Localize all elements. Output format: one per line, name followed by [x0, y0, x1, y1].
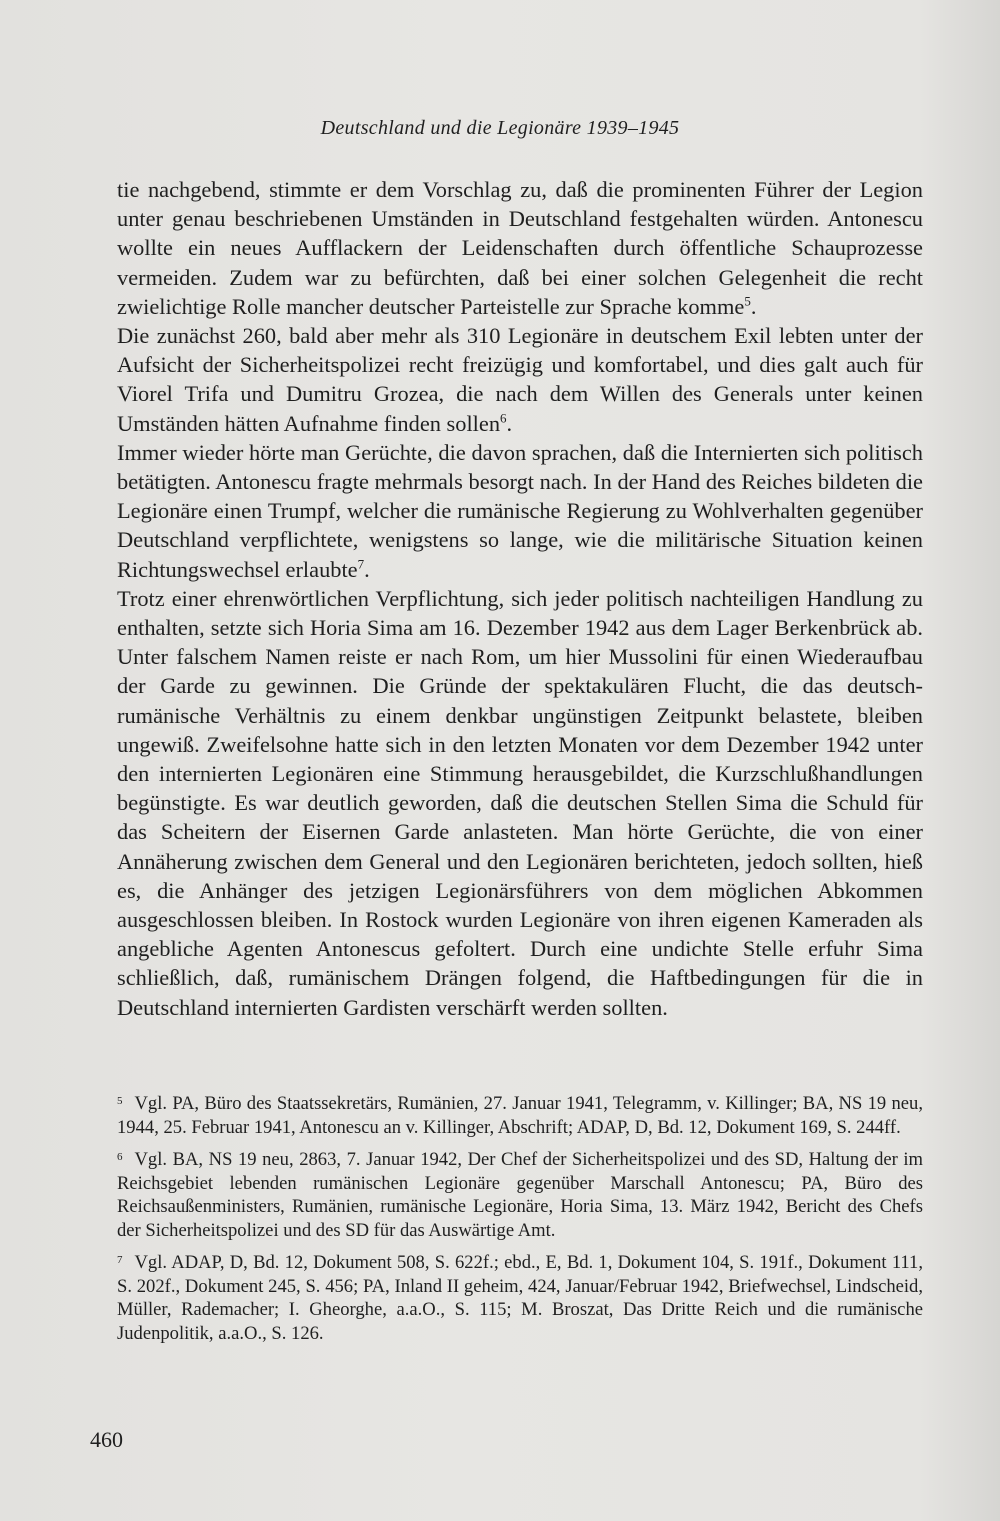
footnote-text: Vgl. BA, NS 19 neu, 2863, 7. Januar 1942, Der Chef der Sicherheitspolizei und des SD, Haltung der im Reichsgebiet lebenden rumänischen Legionäre gegenüber Marschall Antonescu; PA, Büro des Reichsaußenministers, Rumänien, rumänische Legionäre, Horia Sima, 13. März 1942, Bericht des Chefs der Sicherheitspolizei und des SD für das Auswärtige Amt.: [117, 1149, 923, 1241]
footnotes: [117, 1092, 923, 1354]
paragraph-text: Trotz einer ehrenwörtlichen Verpflichtung, sich jeder politisch nachteiligen Handlung zu enthalten, setzte sich Horia Sima am 16. Dezember 1942 aus dem Lager Berkenbrück ab. Unter falschem Namen reiste er nach Rom, um hier Mussolini für einen Wiederaufbau der Garde zu gewinnen. Die Gründe der spektakulären Flucht, die das deutsch-rumänische Verhältnis zu einem denkbar ungünstigen Zeitpunkt belastete, bleiben ungewiß. Zweifelsohne hatte sich in den letzten Monaten vor dem Dezember 1942 unter den internierten Legionären eine Stimmung herausgebildet, die Kurzschlußhandlungen begünstigte. Es war deutlich geworden, daß die deutschen Stellen Sima die Schuld für das Scheitern der Eisernen Garde anlasteten. Man hörte Gerüchte, die von einer Annäherung zwischen dem General und den Legionären berichteten, jedoch sollten, hieß es, die Anhänger des jetzigen Legionärsführers von dem möglichen Abkommen ausgeschlossen bleiben. In Rostock wurden Legionäre von ihren eigenen Kameraden als angebliche Agenten Antonescus gefoltert. Durch eine undichte Stelle erfuhr Sima schließlich, daß, rumänischem Drängen folgend, die Haftbedingungen für die in Deutschland internierten Gardisten verschärft werden sollten.: [117, 585, 923, 1020]
paragraph-tail: .: [364, 556, 370, 582]
paragraph-tail: .: [506, 410, 513, 436]
footnote-6: [117, 1148, 923, 1242]
paragraph-1: [117, 175, 923, 321]
page-number: 460: [90, 1427, 123, 1452]
footnote-text: Vgl. ADAP, D, Bd. 12, Dokument 508, S. 622f.; ebd., E, Bd. 1, Dokument 104, S. 191f., Dokument 111, S. 202f., Dokument 245, S. 456; PA, Inland II geheim, 424, Januar/Februar 1942, Briefwechsel, Lindscheid, Müller, Rademacher; I. Gheorghe, a.a.O., S. 115; M. Broszat, Das Dritte Reich und die rumänische Judenpolitik, a.a.O., S. 126.: [117, 1252, 923, 1344]
paragraph-tail: .: [750, 293, 757, 319]
footnote-reference[interactable]: 6: [500, 410, 507, 426]
footnote-text: Vgl. PA, Büro des Staatssekretärs, Rumänien, 27. Januar 1941, Telegramm, v. Killinger; BA, NS 19 neu, 1944, 25. Februar 1941, Antonescu an v. Killinger, Abschrift; ADAP, D, Bd. 12, Dokument 169, S. 244ff.: [117, 1093, 923, 1138]
footnote-reference[interactable]: 5: [744, 293, 751, 309]
paragraph-3: [117, 438, 923, 584]
footnote-reference[interactable]: 7: [357, 556, 365, 572]
body-text: [117, 175, 923, 1022]
footnote-mark: 7: [117, 1254, 123, 1266]
paragraph-4: [117, 584, 923, 1022]
paragraph-text: Die zunächst 260, bald aber mehr als 310 Legionäre in deutschem Exil lebten unter der Aufsicht der Sicherheitspolizei recht freizügig und komfortabel, und dies galt auch für Viorel Trifa und Dumitru Grozea, die nach dem Willen des Generals unter keinen Umständen hätten Aufnahme finden sollen: [117, 323, 923, 436]
paragraph-text: Immer wieder hörte man Gerüchte, die davon sprachen, daß die Internierten sich politisch betätigten. Antonescu fragte mehrmals besorgt nach. In der Hand des Reiches bildeten die Legionäre einen Trumpf, welcher die rumänische Regierung zu Wohlverhalten gegenüber Deutschland verpflichtete, wenigstens so lange, wie die militärische Situation keinen Richtungswechsel erlaubte: [117, 439, 923, 582]
footnote-mark: 5: [117, 1095, 123, 1107]
footnote-7: [117, 1251, 923, 1345]
paragraph-2: [117, 321, 923, 438]
paragraph-text: tie nachgebend, stimmte er dem Vorschlag zu, daß die prominenten Führer der Legion unter genau beschriebenen Umständen in Deutschland festgehalten würden. Antonescu wollte ein neues Aufflackern der Leidenschaften durch öffentliche Schauprozesse vermeiden. Zudem war zu befürchten, daß bei einer solchen Gelegenheit die recht zwielichtige Rolle mancher deutscher Parteistelle zur Sprache komme: [117, 177, 923, 319]
footnote-mark: 6: [117, 1151, 123, 1163]
running-head: Deutschland und die Legionäre 1939–1945: [320, 117, 680, 139]
footnote-5: [117, 1092, 923, 1139]
